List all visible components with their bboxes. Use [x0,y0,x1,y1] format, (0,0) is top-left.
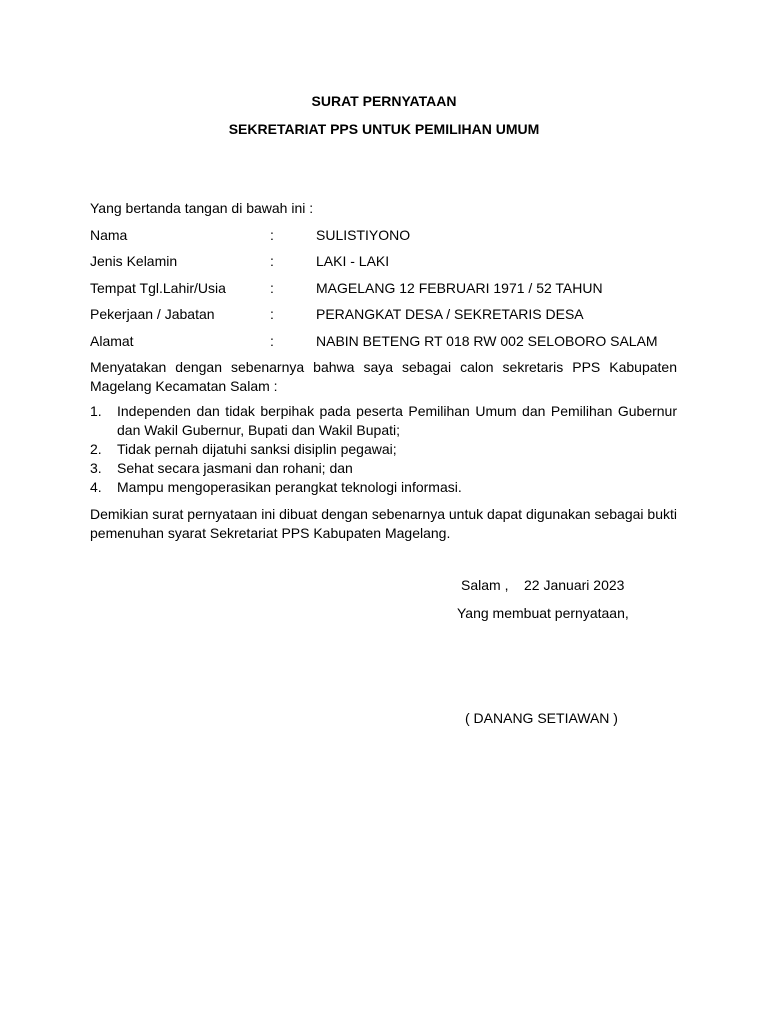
signer-name: ( DANANG SETIAWAN ) [465,710,618,726]
list-item-text: Mampu mengoperasikan perangkat teknologi informasi. [117,479,462,495]
field-value: SULISTIYONO [316,227,411,243]
place-date: Salam , 22 Januari 2023 [461,577,625,593]
list-item-text: Independen dan tidak berpihak pada peserta Pemilihan Umum dan Pemilihan Gubernur dan Wakil Gubernur, Bupati dan Wakil Bupati; [117,403,677,438]
field-label: Nama [90,227,128,243]
field-label: Pekerjaan / Jabatan [90,306,215,322]
list-item-number: 1. [90,403,102,419]
list-item [90,402,677,440]
list-item [90,459,677,478]
field-colon: : [270,253,274,269]
field-label: Jenis Kelamin [90,253,178,269]
declaration-list [90,402,677,497]
document-subtitle: SEKRETARIAT PPS UNTUK PEMILIHAN UMUM [228,121,540,137]
signer-caption: Yang membuat pernyataan, [457,605,629,621]
field-colon: : [270,227,274,243]
field-colon: : [270,306,274,322]
intro-text: Yang bertanda tangan di bawah ini : [90,200,314,216]
field-row-nama [90,226,690,244]
list-item-number: 3. [90,460,102,476]
statement-paragraph: Menyatakan dengan sebenarnya bahwa saya sebagai calon sekretaris PPS Kabupaten Magelang Kecamatan Salam : [90,359,677,394]
field-value: LAKI - LAKI [316,253,390,269]
list-item-text: Tidak pernah dijatuhi sanksi disiplin pegawai; [117,441,397,457]
field-label: Alamat [90,333,134,349]
list-item-number: 4. [90,479,102,495]
document-title: SURAT PERNYATAAN [311,93,457,109]
field-row-alamat [90,332,690,350]
field-row-pekerjaan [90,305,690,323]
field-value: PERANGKAT DESA / SEKRETARIS DESA [316,306,584,322]
field-colon: : [270,280,274,296]
closing-paragraph: Demikian surat pernyataan ini dibuat dengan sebenarnya untuk dapat digunakan sebagai bukti pemenuhan syarat Sekretariat PPS Kabupaten Magelang. [90,506,677,541]
list-item [90,440,677,459]
field-value: MAGELANG 12 FEBRUARI 1971 / 52 TAHUN [316,280,603,296]
field-row-tempat-tgl-lahir [90,279,690,297]
field-label: Tempat Tgl.Lahir/Usia [90,280,226,296]
list-item-text: Sehat secara jasmani dan rohani; dan [117,460,353,476]
list-item-number: 2. [90,441,102,457]
field-colon: : [270,333,274,349]
field-value: NABIN BETENG RT 018 RW 002 SELOBORO SALAM [316,333,658,349]
field-row-jenis-kelamin [90,252,690,270]
list-item [90,478,677,497]
